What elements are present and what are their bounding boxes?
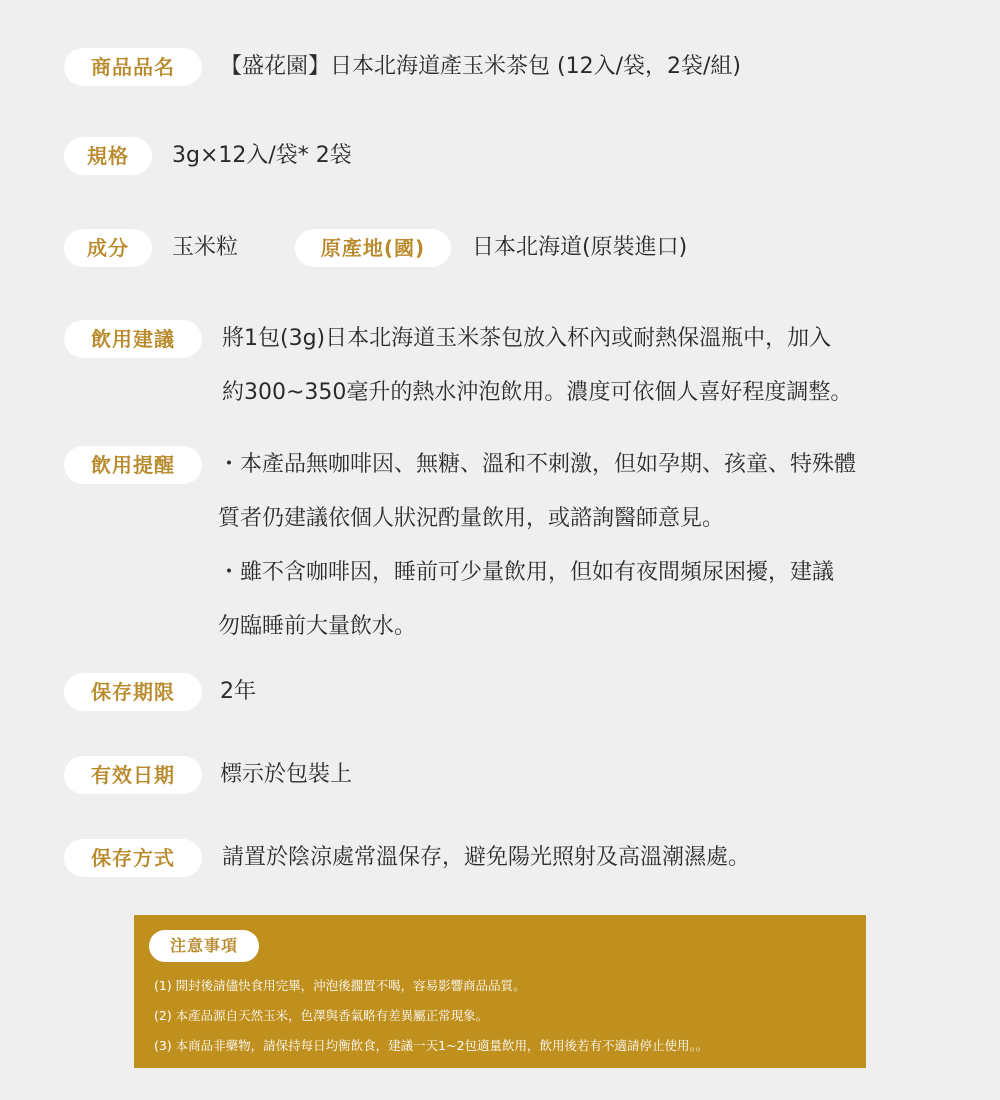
drinking-suggestion-text (222, 320, 852, 428)
origin-label: 原產地(國) (295, 229, 451, 267)
shelf-life-value: 2年 (220, 679, 256, 704)
ingredients-value: 玉米粒 (172, 235, 239, 260)
shelf-life-label: 保存期限 (64, 673, 202, 711)
notice-item: (1) 開封後請儘快食用完畢，沖泡後擱置不喝，容易影響商品品質。 (154, 978, 526, 993)
drinking-reminder-line: 勿臨睡前大量飲水。 (218, 614, 417, 639)
drinking-reminder-text (218, 446, 856, 662)
drinking-reminder-line: ・本產品無咖啡因、無糖、溫和不刺激，但如孕期、孩童、特殊體 (218, 452, 857, 477)
notice-item: (3) 本商品非藥物，請保持每日均衡飲食，建議一天1~2包適量飲用，飲用後若有不適請停止使用。。 (154, 1038, 709, 1053)
drinking-reminder-line: ・雖不含咖啡因，睡前可少量飲用，但如有夜間頻尿困擾，建議 (218, 560, 835, 585)
drinking-suggestion-line: 將1包(3g)日本北海道玉米茶包放入杯內或耐熱保溫瓶中，加入 (222, 326, 832, 351)
expiry-label: 有效日期 (64, 756, 202, 794)
drinking-suggestion-line: 約300~350毫升的熱水沖泡飲用。濃度可依個人喜好程度調整。 (222, 380, 853, 405)
notice-item: (2) 本產品源自天然玉米，色澤與香氣略有差異屬正常現象。 (154, 1008, 489, 1023)
drinking-reminder-label: 飲用提醒 (64, 446, 202, 484)
origin-value: 日本北海道(原裝進口) (472, 235, 688, 260)
drinking-suggestion-label: 飲用建議 (64, 320, 202, 358)
spec-label: 規格 (64, 137, 152, 175)
product-name-value: 【盛花園】日本北海道產玉米茶包 (12入/袋，2袋/組) (220, 54, 741, 79)
ingredients-label: 成分 (64, 229, 152, 267)
drinking-reminder-line: 質者仍建議依個人狀況酌量飲用，或諮詢醫師意見。 (218, 506, 725, 531)
spec-value: 3g×12入/袋* 2袋 (172, 143, 352, 168)
notice-box (134, 915, 866, 1068)
product-name-label: 商品品名 (64, 48, 202, 86)
storage-label: 保存方式 (64, 839, 202, 877)
notice-title: 注意事項 (149, 930, 259, 962)
expiry-value: 標示於包裝上 (220, 762, 353, 787)
storage-value: 請置於陰涼處常溫保存，避免陽光照射及高溫潮濕處。 (222, 845, 751, 870)
